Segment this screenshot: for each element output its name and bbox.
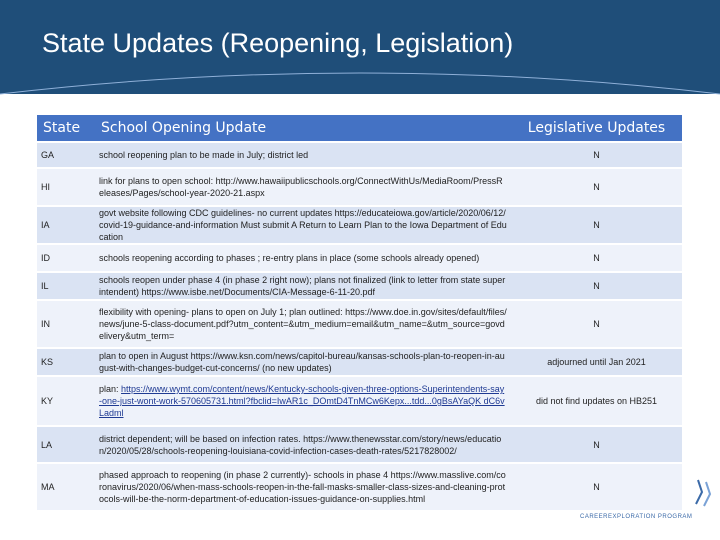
state-cell: IA [37,206,95,244]
table-row [37,142,682,168]
program-logo-mark [690,470,716,510]
header-school-opening: School Opening Update [95,115,511,142]
table-header-row [37,115,682,142]
legislative-cell: N [511,300,682,348]
table-row [37,244,682,272]
state-cell: IN [37,300,95,348]
update-cell: link for plans to open school: http://www.hawaiipublicschools.org/ConnectWithUs/MediaRoom/PressReleases/Pages/school-year-2020-21.aspx [95,168,511,206]
state-cell: MA [37,463,95,511]
header-state: State [37,115,95,142]
legislative-cell: N [511,426,682,463]
table-row [37,376,682,426]
table-row [37,426,682,463]
update-cell: phased approach to reopening (in phase 2 currently)- schools in phase 4 https://www.masslive.com/coronavirus/2020/06/when-mass-schools-reopen-in-the-fall-masks-smaller-class-sizes-and-cleaning-protocols-will-be-the-norm-department-of-education-issues-guidance-on-supplies.html [95,463,511,511]
update-cell: schools reopen under phase 4 (in phase 2 right now); plans not finalized (link to letter from state superintendent) https://www.isbe.net/Documents/CIA-Message-6-11-20.pdf [95,272,511,300]
update-cell: district dependent; will be based on infection rates. https://www.thenewsstar.com/story/news/education/2020/05/28/schools-reopening-louisiana-covid-infection-cases-death-rates/5217828002/ [95,426,511,463]
update-cell: flexibility with opening- plans to open on July 1; plan outlined: https://www.doe.in.gov/sites/default/files/news/june-5-class-document.pdf?utm_content=&utm_medium=email&utm_name=&utm_source=govdelivery&utm_term= [95,300,511,348]
legislative-cell: N [511,142,682,168]
state-cell: LA [37,426,95,463]
page-title: State Updates (Reopening, Legislation) [42,28,514,58]
update-prefix: plan: [99,384,122,394]
program-logo-text: CAREEREXPLORATION PROGRAM [580,514,693,520]
legislative-cell: N [511,244,682,272]
table-row [37,463,682,511]
kentucky-article-link[interactable]: https://www.wymt.com/content/news/Kentucky-schools-given-three-options-Superintendents-say-one-just-wont-work-570605731.html?fbclid=IwAR1c_DOmtD4TnMCw6Kepx...tdd...0gBsAYaQK dC6vLadml [99,384,505,418]
table-row [37,348,682,376]
state-cell: IL [37,272,95,300]
header-legislative: Legislative Updates [511,115,682,142]
state-cell: HI [37,168,95,206]
table-row [37,272,682,300]
state-cell: GA [37,142,95,168]
update-cell: govt website following CDC guidelines- no current updates https://educateiowa.gov/article/2020/06/12/covid-19-guidance-and-information Must submit A Return to Learn Plan to the Iowa Department of Education [95,206,511,244]
update-cell: school reopening plan to be made in July; district led [95,142,511,168]
legislative-cell: N [511,272,682,300]
legislative-cell: N [511,463,682,511]
legislative-cell: did not find updates on HB251 [511,376,682,426]
state-cell: KY [37,376,95,426]
table-row [37,206,682,244]
legislative-cell: N [511,206,682,244]
state-cell: KS [37,348,95,376]
table-row [37,300,682,348]
legislative-cell: N [511,168,682,206]
state-cell: ID [37,244,95,272]
state-updates-table [37,115,682,512]
banner-wave-decoration [0,60,720,110]
legislative-cell: adjourned until Jan 2021 [511,348,682,376]
update-cell: plan to open in August https://www.ksn.com/news/capitol-bureau/kansas-schools-plan-to-reopen-in-august-with-changes-budget-cut-concerns/ (no new updates) [95,348,511,376]
update-cell [95,376,511,426]
table-row [37,168,682,206]
update-cell: schools reopening according to phases ; re-entry plans in place (some schools already opened) [95,244,511,272]
